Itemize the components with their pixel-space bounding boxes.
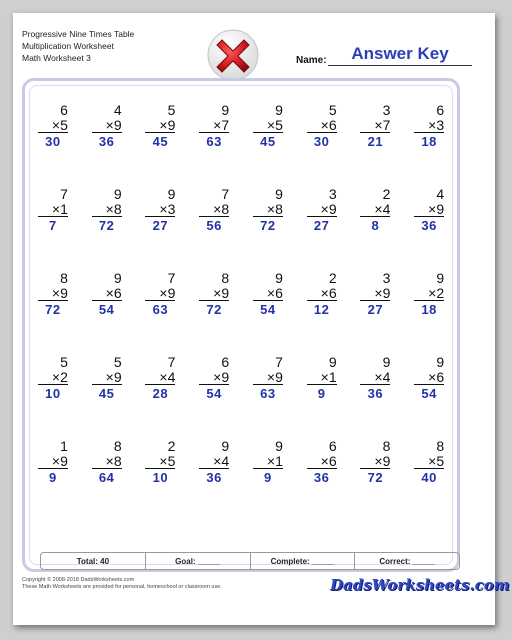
- answer: 10: [45, 386, 61, 401]
- times-sign: ×: [320, 453, 329, 469]
- multiplier: [253, 118, 283, 133]
- times-sign: ×: [213, 369, 222, 385]
- problem-body: [414, 355, 444, 439]
- copyright-text: Copyright © 2008-2018 DadsWorksheets.com: [22, 577, 135, 583]
- answer: 36: [98, 134, 115, 149]
- multiplicand: 3: [382, 270, 391, 286]
- problem-body: [360, 355, 390, 439]
- problem-39: [349, 439, 403, 523]
- problem-34: [80, 439, 134, 523]
- answer: 45: [152, 134, 169, 149]
- problem-31: [349, 355, 403, 439]
- score-bar: [40, 552, 460, 570]
- multiplier-value: 5: [167, 453, 176, 469]
- answer: 54: [421, 386, 437, 401]
- multiplier: [145, 454, 175, 469]
- problem-40: [402, 439, 456, 523]
- multiplier-value: 9: [113, 369, 122, 385]
- problem-11: [134, 187, 188, 271]
- problem-body: [92, 355, 122, 439]
- problem-body: [360, 439, 390, 523]
- times-sign: ×: [374, 453, 383, 469]
- multiplicand: 2: [167, 438, 176, 454]
- multiplicand: 8: [113, 438, 122, 454]
- answer: 63: [260, 386, 276, 401]
- multiplier-value: 7: [221, 117, 230, 133]
- multiplier: [199, 454, 229, 469]
- times-sign: ×: [320, 369, 329, 385]
- problem-body: [145, 271, 175, 355]
- problem-grid: [26, 103, 456, 523]
- problem-35: [134, 439, 188, 523]
- problem-body: [414, 271, 444, 355]
- times-sign: ×: [159, 201, 168, 217]
- problem-body: [307, 271, 337, 355]
- times-sign: ×: [51, 369, 61, 385]
- problem-body: [360, 271, 390, 355]
- answer: 72: [367, 470, 384, 485]
- multiplier: [38, 454, 68, 469]
- multiplicand: 4: [113, 102, 122, 118]
- multiplier-value: 4: [221, 453, 230, 469]
- multiplier-value: 4: [382, 201, 391, 217]
- multiplier: [145, 286, 175, 301]
- multiplicand: 9: [275, 438, 283, 454]
- name-label: Name:: [296, 55, 327, 66]
- times-sign: ×: [266, 453, 276, 469]
- footer-notice: [22, 577, 222, 591]
- problem-8: [402, 103, 456, 187]
- multiplier-value: 6: [328, 117, 337, 133]
- problem-23: [349, 271, 403, 355]
- times-sign: ×: [213, 285, 222, 301]
- answer: 21: [367, 134, 384, 149]
- problem-body: [253, 355, 283, 439]
- answer: 28: [152, 386, 169, 401]
- problem-body: [414, 439, 444, 523]
- multiplicand: 9: [275, 102, 283, 118]
- multiplier-value: 7: [382, 117, 391, 133]
- problem-body: [199, 355, 229, 439]
- problem-body: [92, 103, 122, 187]
- problem-body: [145, 103, 175, 187]
- answer: 54: [206, 386, 222, 401]
- problem-body: [145, 439, 175, 523]
- multiplier-value: 6: [113, 285, 122, 301]
- problem-body: [253, 103, 283, 187]
- multiplier: [414, 454, 444, 469]
- multiplicand: 9: [436, 354, 445, 370]
- brand-logo[interactable]: DadsWorksheets.com: [330, 576, 510, 594]
- multiplier: [307, 454, 337, 469]
- multiplier: [253, 286, 283, 301]
- problem-33: [26, 439, 80, 523]
- times-sign: ×: [51, 285, 61, 301]
- multiplicand: 9: [436, 270, 445, 286]
- problem-20: [187, 271, 241, 355]
- multiplier: [360, 286, 390, 301]
- problem-body: [307, 103, 337, 187]
- problem-body: [38, 271, 68, 355]
- problem-27: [134, 355, 188, 439]
- problem-body: [38, 439, 68, 523]
- multiplier: [92, 454, 122, 469]
- times-sign: ×: [266, 117, 276, 133]
- multiplier-value: 6: [328, 453, 337, 469]
- times-sign: ×: [320, 117, 329, 133]
- name-underline: [328, 65, 472, 66]
- multiplicand: 9: [221, 438, 230, 454]
- answer: 10: [152, 470, 169, 485]
- multiplier-value: 6: [275, 285, 283, 301]
- multiplicand: 4: [436, 186, 445, 202]
- multiplicand: 8: [221, 270, 230, 286]
- answer: 27: [152, 218, 169, 233]
- multiplier: [38, 202, 68, 217]
- multiplier-value: 8: [113, 453, 122, 469]
- times-sign: ×: [105, 201, 114, 217]
- multiplier-value: 9: [221, 369, 230, 385]
- multiplier: [253, 202, 283, 217]
- multiplier-value: 1: [328, 369, 337, 385]
- times-sign: ×: [159, 117, 168, 133]
- times-sign: ×: [159, 285, 168, 301]
- multiplier: [92, 286, 122, 301]
- problem-body: [38, 187, 68, 271]
- answer: 72: [206, 302, 222, 317]
- problem-12: [187, 187, 241, 271]
- title-line-2: Multiplication Worksheet: [22, 41, 114, 51]
- problem-body: [414, 187, 444, 271]
- multiplicand: 9: [275, 270, 283, 286]
- multiplier: [307, 118, 337, 133]
- multiplicand: 9: [221, 102, 230, 118]
- multiplicand: 8: [382, 438, 391, 454]
- times-sign: ×: [266, 285, 276, 301]
- problem-14: [295, 187, 349, 271]
- times-sign: ×: [213, 453, 222, 469]
- multiplier: [199, 202, 229, 217]
- answer: 45: [98, 386, 115, 401]
- problem-9: [26, 187, 80, 271]
- multiplicand: 3: [382, 102, 391, 118]
- multiplier-value: 8: [113, 201, 122, 217]
- multiplier-value: 4: [382, 369, 391, 385]
- times-sign: ×: [51, 117, 61, 133]
- problem-7: [349, 103, 403, 187]
- multiplicand: 6: [436, 102, 445, 118]
- problem-21: [241, 271, 295, 355]
- times-sign: ×: [159, 369, 168, 385]
- multiplicand: 5: [328, 102, 337, 118]
- answer: 63: [206, 134, 222, 149]
- answer: 36: [421, 218, 437, 233]
- problem-body: [92, 187, 122, 271]
- answer: 9: [317, 386, 326, 401]
- multiplier-value: 2: [60, 369, 68, 385]
- answer: 9: [264, 470, 272, 485]
- multiplier-value: 1: [275, 453, 283, 469]
- problem-28: [187, 355, 241, 439]
- multiplier: [38, 286, 68, 301]
- answer: 36: [367, 386, 384, 401]
- problem-body: [307, 355, 337, 439]
- multiplier-value: 1: [60, 201, 68, 217]
- answer: 30: [45, 134, 61, 149]
- answer: 9: [49, 470, 57, 485]
- problem-32: [402, 355, 456, 439]
- times-sign: ×: [428, 117, 437, 133]
- problem-22: [295, 271, 349, 355]
- problem-body: [360, 187, 390, 271]
- problem-25: [26, 355, 80, 439]
- times-sign: ×: [213, 201, 222, 217]
- answer: 18: [421, 302, 437, 317]
- times-sign: ×: [105, 369, 114, 385]
- multiplier: [92, 202, 122, 217]
- times-sign: ×: [428, 369, 437, 385]
- problem-5: [241, 103, 295, 187]
- answer: 18: [421, 134, 437, 149]
- answer: 54: [98, 302, 115, 317]
- problem-body: [307, 439, 337, 523]
- multiplier-value: 9: [60, 453, 68, 469]
- multiplicand: 9: [113, 186, 122, 202]
- multiplier: [253, 370, 283, 385]
- multiplier-value: 8: [221, 201, 230, 217]
- complete-cell: Complete: _____: [251, 553, 356, 569]
- title-line-3: Math Worksheet 3: [22, 53, 91, 63]
- multiplier-value: 4: [167, 369, 176, 385]
- multiplicand: 5: [60, 354, 68, 370]
- times-sign: ×: [266, 369, 276, 385]
- problem-body: [360, 103, 390, 187]
- problem-10: [80, 187, 134, 271]
- multiplicand: 2: [328, 270, 337, 286]
- multiplier-value: 9: [60, 285, 68, 301]
- multiplier: [414, 370, 444, 385]
- problem-16: [402, 187, 456, 271]
- times-sign: ×: [320, 285, 329, 301]
- problem-13: [241, 187, 295, 271]
- problem-36: [187, 439, 241, 523]
- problem-19: [134, 271, 188, 355]
- times-sign: ×: [105, 117, 114, 133]
- problem-6: [295, 103, 349, 187]
- multiplier: [414, 202, 444, 217]
- multiplier: [360, 118, 390, 133]
- multiplier: [199, 118, 229, 133]
- times-sign: ×: [51, 201, 61, 217]
- problem-body: [253, 271, 283, 355]
- answer-key-label: Answer Key: [351, 44, 449, 63]
- answer: 54: [260, 302, 276, 317]
- times-sign: ×: [428, 201, 437, 217]
- times-sign: ×: [51, 453, 61, 469]
- multiplier: [199, 286, 229, 301]
- multiplier: [253, 454, 283, 469]
- multiplier-value: 5: [275, 117, 283, 133]
- multiplier: [414, 118, 444, 133]
- problem-body: [38, 355, 68, 439]
- problem-4: [187, 103, 241, 187]
- answer: 27: [367, 302, 384, 317]
- multiplier-value: 9: [113, 117, 122, 133]
- problem-body: [38, 103, 68, 187]
- multiplicand: 9: [328, 354, 337, 370]
- problem-body: [253, 439, 283, 523]
- multiplicand: 9: [113, 270, 122, 286]
- multiplier: [360, 202, 390, 217]
- multiplicand: 6: [328, 438, 337, 454]
- multiplicand: 7: [221, 186, 230, 202]
- times-sign: ×: [213, 117, 222, 133]
- problem-30: [295, 355, 349, 439]
- multiplier: [307, 370, 337, 385]
- problem-body: [92, 271, 122, 355]
- problem-body: [307, 187, 337, 271]
- times-sign: ×: [266, 201, 276, 217]
- goal-cell: Goal: _____: [146, 553, 251, 569]
- multiplier-value: 9: [328, 201, 337, 217]
- multiplier: [307, 202, 337, 217]
- answer: 72: [45, 302, 61, 317]
- answer: 63: [152, 302, 169, 317]
- multiplier-value: 3: [436, 117, 445, 133]
- multiplier-value: 9: [167, 117, 176, 133]
- worksheet-title-block: [22, 28, 134, 64]
- multiplicand: 8: [436, 438, 445, 454]
- multiplier: [145, 370, 175, 385]
- answer: 56: [206, 218, 222, 233]
- multiplicand: 6: [60, 102, 68, 118]
- answer: 12: [313, 302, 330, 317]
- times-sign: ×: [428, 453, 437, 469]
- multiplier-value: 9: [221, 285, 230, 301]
- answer: 64: [98, 470, 115, 485]
- problem-body: [145, 355, 175, 439]
- total-cell: Total: 40: [41, 553, 146, 569]
- problem-24: [402, 271, 456, 355]
- problem-body: [92, 439, 122, 523]
- multiplicand: 6: [221, 354, 230, 370]
- title-line-1: Progressive Nine Times Table: [22, 29, 135, 39]
- problem-26: [80, 355, 134, 439]
- multiplier-value: 5: [60, 117, 68, 133]
- multiplier-value: 6: [436, 369, 445, 385]
- answer: 36: [313, 470, 330, 485]
- times-sign: ×: [374, 117, 383, 133]
- correct-cell: Correct: _____: [379, 556, 435, 566]
- problem-body: [199, 439, 229, 523]
- usage-notice: These Math Worksheets are provided for personal, homeschool or classroom use.: [22, 584, 222, 590]
- times-sign: ×: [105, 285, 114, 301]
- problem-38: [295, 439, 349, 523]
- problem-body: [145, 187, 175, 271]
- multiplier-value: 3: [167, 201, 176, 217]
- answer: 8: [371, 218, 380, 233]
- problem-15: [349, 187, 403, 271]
- multiplier: [145, 202, 175, 217]
- answer: 40: [421, 470, 437, 485]
- multiplier-value: 9: [436, 201, 445, 217]
- multiplicand: 7: [167, 270, 176, 286]
- multiplier-value: 9: [275, 369, 283, 385]
- problem-17: [26, 271, 80, 355]
- multiplicand: 9: [275, 186, 283, 202]
- times-sign: ×: [374, 285, 383, 301]
- multiplier: [199, 370, 229, 385]
- answer: 72: [260, 218, 276, 233]
- multiplier-value: 6: [328, 285, 337, 301]
- multiplicand: 9: [382, 354, 391, 370]
- answer: 72: [98, 218, 115, 233]
- answer: 7: [49, 218, 57, 233]
- times-sign: ×: [320, 201, 329, 217]
- name-field-area: [296, 42, 472, 66]
- multiplicand: 8: [60, 270, 68, 286]
- multiplicand: 9: [167, 186, 176, 202]
- problem-body: [199, 103, 229, 187]
- multiplicand: 1: [60, 438, 68, 454]
- problem-3: [134, 103, 188, 187]
- answer: 27: [313, 218, 330, 233]
- multiplicand: 7: [275, 354, 283, 370]
- multiplier: [360, 454, 390, 469]
- multiplier-value: 9: [167, 285, 176, 301]
- multiplier-value: 9: [382, 453, 391, 469]
- times-sign: ×: [105, 453, 114, 469]
- answer: 30: [313, 134, 330, 149]
- problem-body: [199, 271, 229, 355]
- multiplicand: 2: [382, 186, 391, 202]
- times-sign: ×: [374, 369, 383, 385]
- problem-body: [253, 187, 283, 271]
- multiplicand: 5: [113, 354, 122, 370]
- multiplier: [38, 118, 68, 133]
- multiplier-value: 8: [275, 201, 283, 217]
- multiplier: [307, 286, 337, 301]
- problem-body: [199, 187, 229, 271]
- multiplicand: 7: [167, 354, 176, 370]
- times-sign: ×: [428, 285, 437, 301]
- multiplier: [145, 118, 175, 133]
- multiplier-value: 9: [382, 285, 391, 301]
- multiplier: [92, 370, 122, 385]
- multiplicand: 5: [167, 102, 176, 118]
- times-sign: ×: [374, 201, 383, 217]
- multiplier: [38, 370, 68, 385]
- problem-2: [80, 103, 134, 187]
- multiplier: [360, 370, 390, 385]
- answer: 45: [260, 134, 276, 149]
- times-sign: ×: [159, 453, 168, 469]
- problem-18: [80, 271, 134, 355]
- multiplier: [414, 286, 444, 301]
- problem-1: [26, 103, 80, 187]
- multiplier-value: 2: [436, 285, 445, 301]
- problem-37: [241, 439, 295, 523]
- answer: 36: [206, 470, 222, 485]
- multiplier: [92, 118, 122, 133]
- multiplicand: 7: [60, 186, 68, 202]
- problem-body: [414, 103, 444, 187]
- red-x-icon: [206, 28, 260, 82]
- multiplicand: 3: [328, 186, 337, 202]
- multiplier-value: 5: [436, 453, 445, 469]
- problem-29: [241, 355, 295, 439]
